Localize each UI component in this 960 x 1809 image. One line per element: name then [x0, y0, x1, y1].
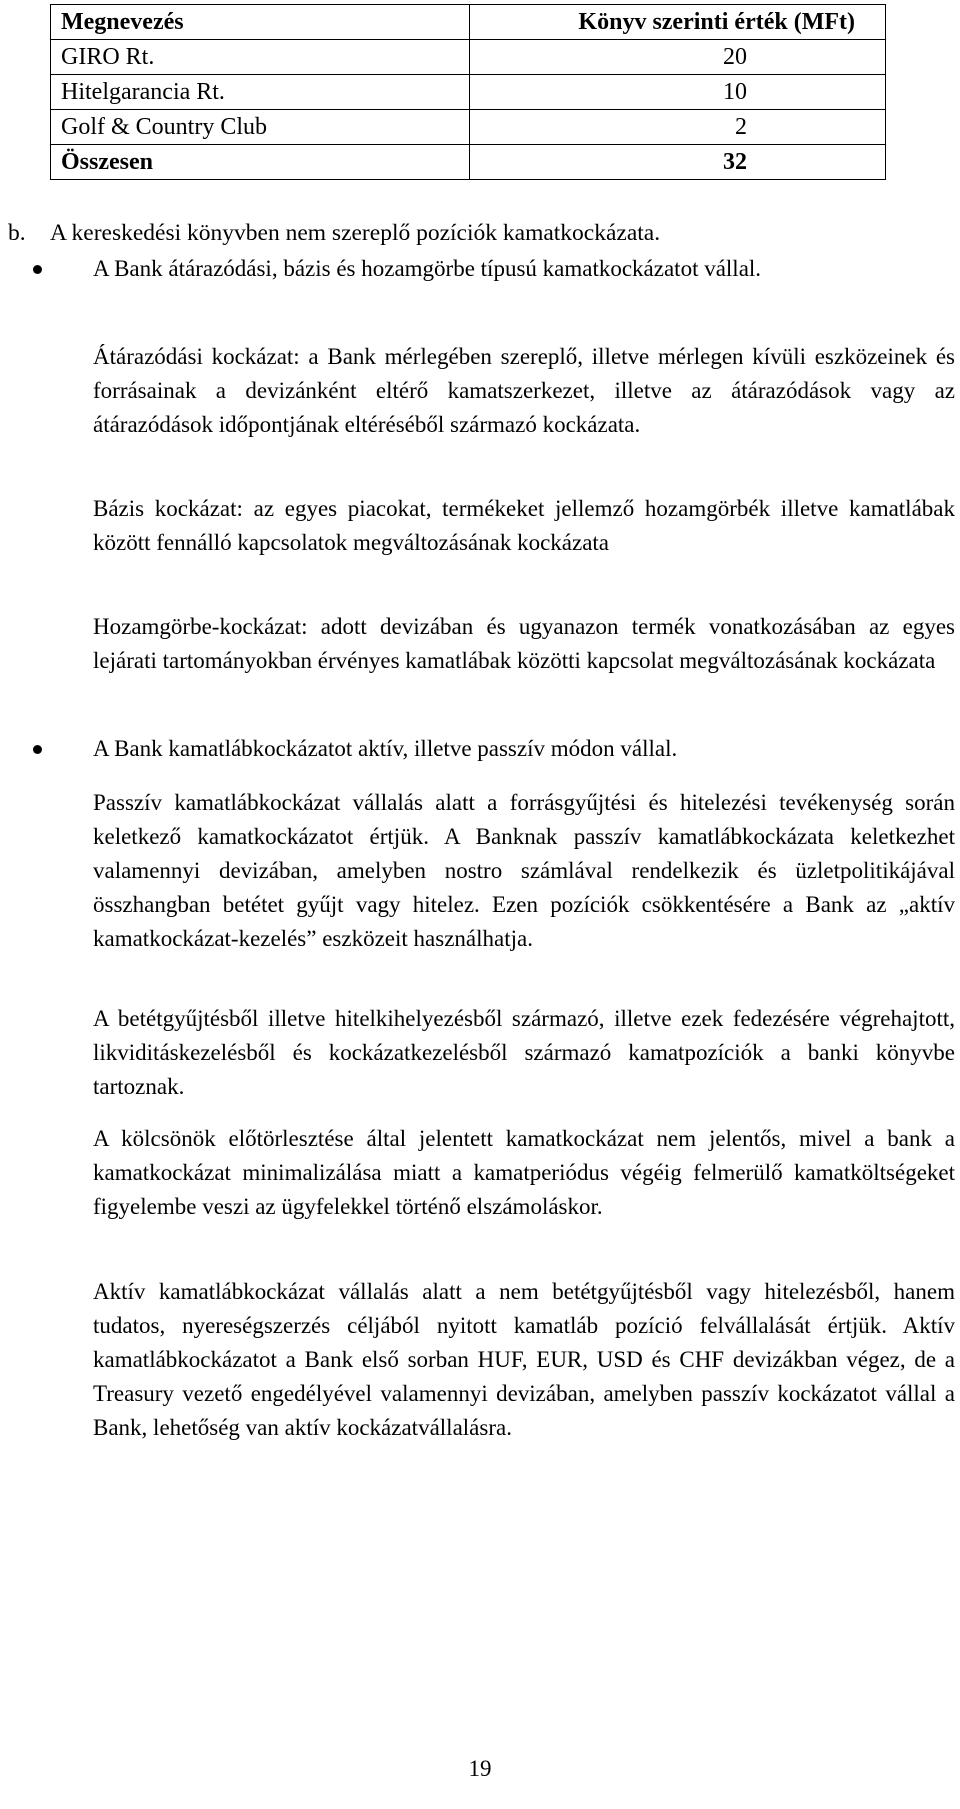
paragraph-yield-curve-risk: Hozamgörbe-kockázat: adott devizában és ugyanazon termék vonatkozásában az egyes lejárati tartományokban érvényes kamatlábak közötti kapcsolat megváltozásának kockázata: [93, 614, 955, 673]
table-cell-name: GIRO Rt.: [51, 40, 470, 75]
holdings-table: [50, 4, 886, 180]
bullet-item: [93, 252, 955, 286]
table-cell-name: Hitelgarancia Rt.: [51, 75, 470, 110]
paragraph-repricing-risk: Átárazódási kockázat: a Bank mérlegében szereplő, illetve mérlegen kívüli eszközeinek és forrásainak a devizánként eltérő kamatszerkezet, illetve az átárazódások vagy az átárazódások időpontjának eltéréséből származó kockázata.: [93, 344, 955, 437]
table-row: [51, 40, 886, 75]
paragraph-banking-book: A betétgyűjtésből illetve hitelkihelyezésből származó, illetve ezek fedezésére végrehajtott, likviditáskezelésből és kockázatkezelésből származó kamatpozíciók a banki könyvbe tartoznak.: [93, 1006, 955, 1099]
table-cell-value: 10: [470, 75, 886, 110]
table-total-row: [51, 145, 886, 180]
bullet-item: [93, 732, 955, 766]
bullet-icon: [33, 745, 42, 754]
bullet-text: A Bank átárazódási, bázis és hozamgörbe típusú kamatkockázatot vállal.: [93, 256, 762, 281]
paragraph-basis-risk: Bázis kockázat: az egyes piacokat, termékeket jellemző hozamgörbék illetve kamatlábak között fennálló kapcsolatok megváltozásának kockázata: [93, 496, 955, 555]
paragraph-passive-risk: Passzív kamatlábkockázat vállalás alatt a forrásgyűjtési és hitelezési tevékenység során keletkező kamatkockázatot értjük. A Banknak passzív kamatlábkockázata keletkezhet valamennyi devizában, amelyben nostro számlával rendelkezik és üzletpolitikájával összhangban betétet gyűjt vagy hitelez. Ezen pozíciók csökkentésére a Bank az „aktív kamatkockázat-kezelés” eszközeit használhatja.: [93, 790, 955, 951]
table-header-row: [51, 5, 886, 40]
bullet-icon: [33, 265, 42, 274]
page-number: 19: [468, 1756, 492, 1781]
table-header-value: Könyv szerinti érték (MFt): [470, 5, 886, 40]
table-cell-value: 20: [470, 40, 886, 75]
section-b-heading: [8, 216, 660, 250]
paragraph-active-risk: Aktív kamatlábkockázat vállalás alatt a nem betétgyűjtésből vagy hitelezésből, hanem tudatos, nyereségszerzés céljából nyitott kamatláb pozíció felvállalását értjük. Aktív kamatlábkockázatot a Bank első sorban HUF, EUR, USD és CHF devizákban végez, de a Treasury vezető engedélyével valamennyi devizában, amelyben passzív kockázatot vállal a Bank, lehetőség van aktív kockázatvállalásra.: [93, 1279, 955, 1440]
paragraph-prepayment: A kölcsönök előtörlesztése által jelentett kamatkockázat nem jelentős, mivel a bank a kamatkockázat minimalizálása miatt a kamatperiódus végéig felmerülő kamatköltségeket figyelembe veszi az ügyfelekkel történő elszámoláskor.: [93, 1126, 955, 1219]
table-row: [51, 75, 886, 110]
section-b-marker: b.: [8, 220, 26, 246]
table-header-name: Megnevezés: [51, 5, 470, 40]
table-cell-name: Golf & Country Club: [51, 110, 470, 145]
section-b-text: A kereskedési könyvben nem szereplő pozíciók kamatkockázata.: [50, 220, 661, 246]
bullet-text: A Bank kamatlábkockázatot aktív, illetve passzív módon vállal.: [93, 736, 678, 761]
table-total-name: Összesen: [51, 145, 470, 180]
table-total-value: 32: [470, 145, 886, 180]
table-cell-value: 2: [470, 110, 886, 145]
table-row: [51, 110, 886, 145]
